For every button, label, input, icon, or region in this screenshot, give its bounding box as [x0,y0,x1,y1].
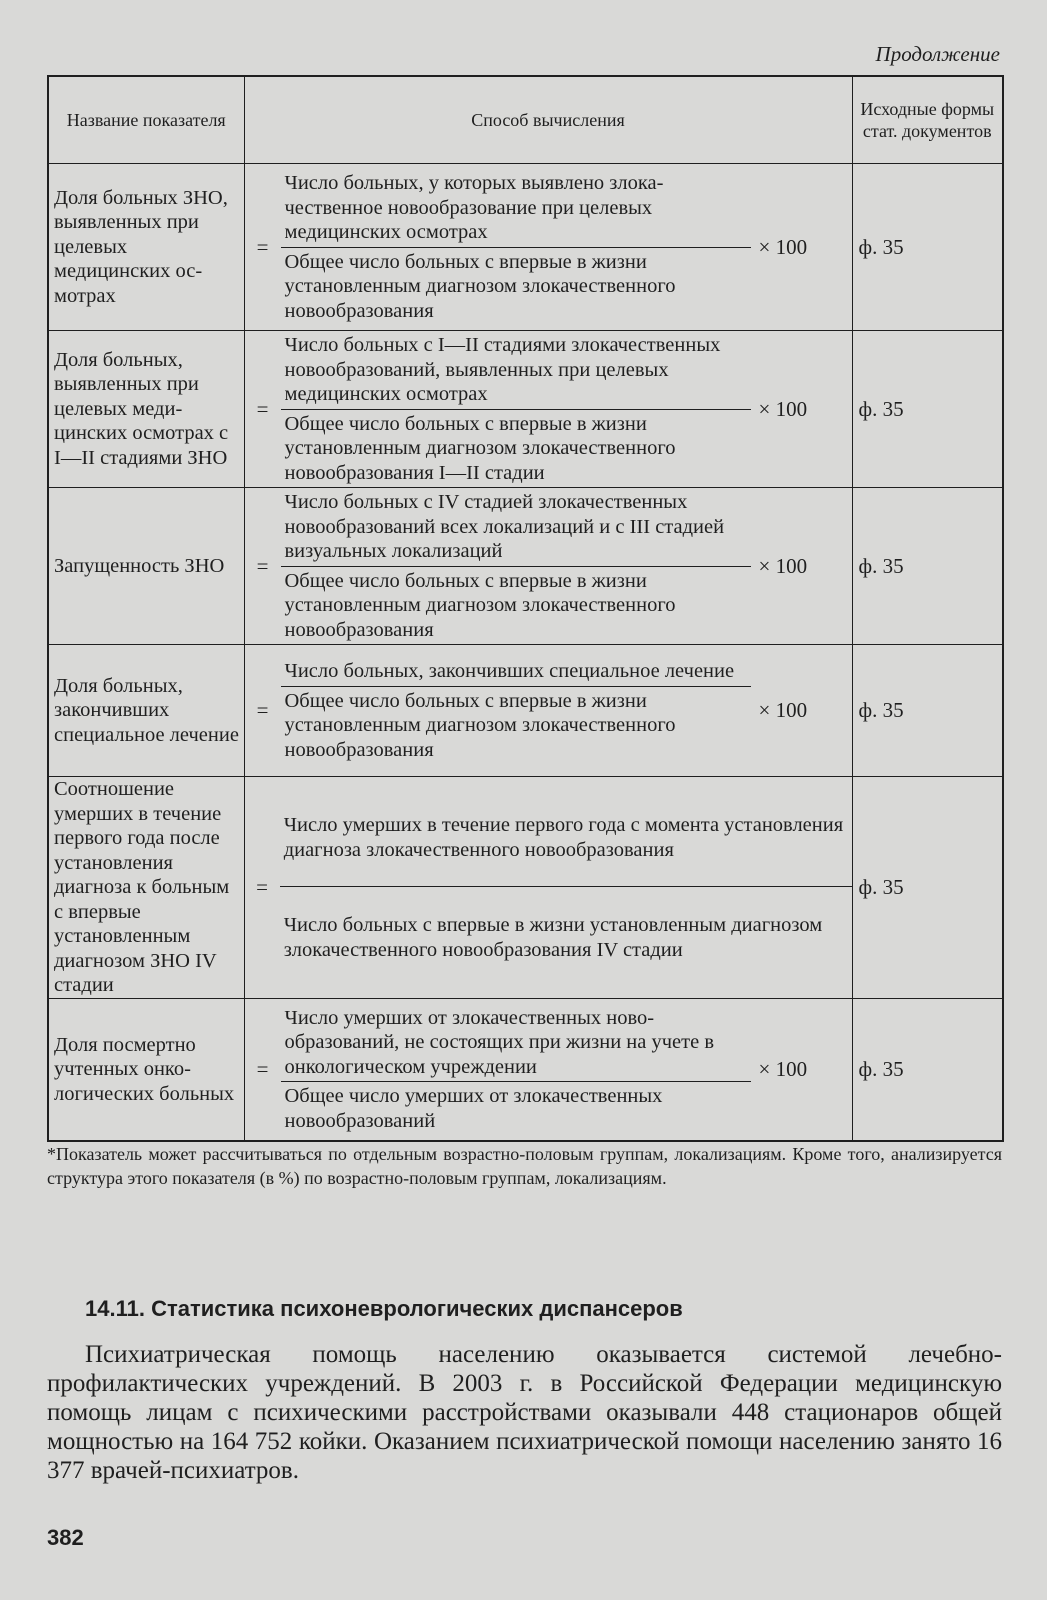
header-indicator-name: Название показателя [48,76,244,164]
section-title: 14.11. Статистика психоневрологических диспансеров [85,1296,683,1321]
numerator: Число больных с IV стадией злокачественных новообразований всех локализаций и с III стадией визуальных локализаций [281,490,751,567]
numerator: Число больных, закончивших специальное лечение [281,659,751,687]
fraction [281,659,751,762]
footnote: *Показатель может рассчитываться по отдельным возрастно-половым группам, локализациям. Кроме того, анализируется структура этого показателя (в %) по возрастно-половым группам, локализациям. [47,1144,1002,1188]
denominator: Общее число больных с впервые в жизни установленным диагнозом злокачественного новообразования [284,250,676,322]
equals-sign: = [256,698,269,722]
source-form: ф. 35 [852,164,1003,331]
fraction [281,490,751,642]
multiplier: × 100 [758,234,808,259]
header-source-forms: Исходные формы стат. документов [852,76,1003,164]
indicator-name: Доля больных ЗНО, выявленных при целевых медицинских осмотрах [48,164,244,331]
formula-cell [244,645,852,777]
formula-cell [244,999,852,1141]
multiplier: × 100 [758,553,808,578]
denominator: Общее число больных с впервые в жизни установленным диагнозом злокачественного новообразования [284,689,676,761]
source-form: ф. 35 [852,331,1003,488]
numerator: Число больных с I—II стадиями злокачественных новообразований, выявленных при целевых медицинских осмотрах [281,333,751,410]
indicators-table [47,75,1004,1142]
formula-cell [244,164,852,331]
table-row [48,331,1003,488]
header-calculation-method: Способ вычисления [244,76,852,164]
multiplier: × 100 [758,698,808,722]
body-paragraph: Психиатрическая помощь населению оказывается системой лечебно-профилактических учреждений. В 2003 г. в Российской Федерации медицинскую помощь лицам с психическими расстройствами оказывали 448 стационаров общей мощностью на 164 752 койки. Оказанием психиатрической помощи населению занято 16 377 врачей-психиатров. [47,1341,1002,1484]
multiplier: × 100 [758,396,808,421]
formula-cell [244,331,852,488]
numerator: Число умерших от злокачественных новообразований, не состоящих при жизни на учете в онкологическом учреждении [281,1006,751,1083]
table-row [48,999,1003,1141]
multiplier: × 100 [758,1056,808,1081]
page-number: 382 [47,1525,84,1550]
table-row [48,645,1003,777]
table-row [48,777,1003,999]
fraction [281,333,751,485]
formula-cell [244,488,852,645]
equals-sign: = [256,553,269,578]
table-row [48,488,1003,645]
formula-cell [244,777,852,999]
source-form: ф. 35 [852,488,1003,645]
fraction [281,171,751,323]
indicator-name: Соотношение умерших в течение первого года после установления диагноза к больным с впервые установленным диагнозом ЗНО IV стадии [48,777,244,999]
source-form: ф. 35 [852,645,1003,777]
table-header-row [48,76,1003,164]
fraction [281,1006,751,1134]
denominator: Общее число больных с впервые в жизни установленным диагнозом злокачественного новообразования [284,569,676,641]
indicator-name: Доля больных, закончивших специальное лечение [48,645,244,777]
equals-sign: = [256,234,269,259]
indicator-name: Доля посмертно учтенных онкологических больных [48,999,244,1141]
table-row [48,164,1003,331]
equals-sign: = [256,396,269,421]
numerator: Число умерших в течение первого года с момента установления диагноза злокачественного новообразования [283,814,844,861]
source-form: ф. 35 [852,777,1003,999]
denominator: Общее число умерших от злокачественных новообразований [284,1085,663,1132]
continuation-label: Продолжение [875,42,1000,66]
indicator-name: Запущенность ЗНО [48,488,244,645]
denominator: Число больных с впервые в жизни установленным диагнозом злокачественного новообразования IV стадии [283,914,823,961]
equals-sign: = [256,1056,269,1081]
denominator: Общее число больных с впервые в жизни установленным диагнозом злокачественного новообразования I—II стадии [284,412,676,484]
fraction-line [280,886,852,887]
numerator: Число больных, у которых выявлено злокачественное новообразование при целевых медицинских осмотрах [281,171,751,248]
fraction [280,813,852,962]
source-form: ф. 35 [852,999,1003,1141]
indicator-name: Доля больных, выявленных при целевых медицинских осмотрах с I—II стадиями ЗНО [48,331,244,488]
equals-sign: = [256,875,269,899]
